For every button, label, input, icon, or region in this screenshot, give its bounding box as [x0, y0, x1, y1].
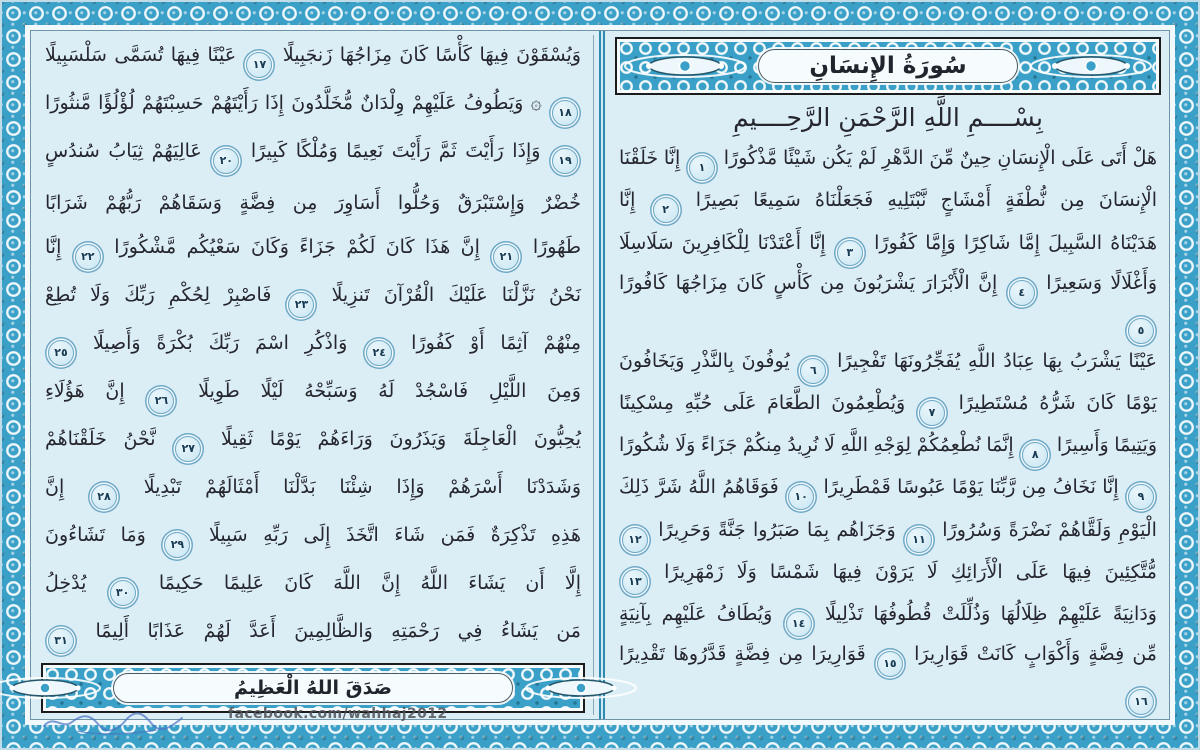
mushaf-line	[45, 467, 581, 515]
mushaf-line	[619, 555, 1157, 597]
verse-text: إِنَّا نَخَافُ مِن رَّبِّنَا يَوْمًا عَبُوسًا قَمْطَرِيرًا	[823, 476, 1119, 499]
verse-text: وَيُطْعِمُونَ الطَّعَامَ عَلَى حُبِّهِ مِسْكِينًا	[619, 391, 906, 414]
verse-text: إِنَّ	[45, 476, 65, 498]
verse-text: وَيُطَافُ عَلَيْهِم بِآنِيَةٍ	[619, 602, 773, 625]
mushaf-line	[619, 639, 1157, 715]
verse-number-medallion: ١٣	[622, 569, 648, 595]
verse-text: مُّتَّكِئِينَ فِيهَا عَلَى الْأَرَائِكِ لَا يَرَوْنَ فِيهَا شَمْسًا وَلَا زَمْهَرِيرًا	[664, 560, 1157, 583]
verse-text: إِنَّ هَؤُلَاءِ	[45, 380, 125, 402]
verse-text: إِنَّا خَلَقْنَا	[619, 147, 681, 170]
mushaf-line	[45, 515, 581, 563]
verse-number-medallion: ٢٧	[175, 436, 201, 462]
verse-number-medallion: ١٥	[877, 651, 903, 677]
verse-number-medallion: ٥	[1128, 318, 1154, 344]
surah-title: سُورَةُ الإِنسَانِ	[758, 49, 1018, 83]
verse-text: وَيُسْقَوْنَ فِيهَا كَأْسًا كَانَ مِزَاجُهَا زَنجَبِيلًا	[282, 44, 581, 66]
verse-number-medallion: ٣	[837, 240, 863, 266]
page-right	[613, 35, 1163, 715]
verse-text: وَمَا تَشَاءُونَ	[45, 524, 146, 546]
verse-text: مَن يَشَاءُ فِي رَحْمَتِهِ وَالظَّالِمِينَ أَعَدَّ لَهُمْ عَذَابًا أَلِيمًا	[95, 620, 581, 642]
mushaf-line	[45, 275, 581, 323]
verse-text: وَاذْكُرِ اسْمَ رَبِّكَ بُكْرَةً وَأَصِيلًا	[92, 332, 348, 354]
verse-number-medallion: ٨	[1022, 442, 1048, 468]
verse-text: عَالِيَهُمْ ثِيَابُ سُندُسٍ	[45, 140, 202, 162]
verse-text: إِنَّ هَذَا كَانَ لَكُمْ جَزَاءً وَكَانَ سَعْيُكُم مَّشْكُورًا	[114, 236, 480, 258]
mushaf-line	[619, 183, 1157, 225]
right-page-text-block	[613, 141, 1163, 715]
verse-text: مِّن فِضَّةٍ وَأَكْوَابٍ كَانَتْ قَوَارِيرَا	[914, 643, 1157, 666]
verse-number-medallion: ١١	[906, 527, 932, 553]
verse-text: إِنَّمَا نُطْعِمُكُمْ لِوَجْهِ اللَّهِ لَا نُرِيدُ مِنكُمْ جَزَاءً وَلَا شُكُورًا	[619, 434, 1014, 457]
sheet-area	[30, 30, 1170, 720]
verse-number-medallion: ٣٠	[110, 580, 136, 606]
left-page-text-block	[39, 35, 587, 659]
verse-text: وَإِذَا رَأَيْتَ ثَمَّ رَأَيْتَ نَعِيمًا وَمُلْكًا كَبِيرًا	[250, 140, 541, 162]
verse-number-medallion: ٢٩	[164, 532, 190, 558]
verse-text: وَيَتِيمًا وَأَسِيرًا	[1056, 434, 1157, 457]
mushaf-line	[45, 83, 581, 131]
left-page-edge-line	[593, 35, 594, 715]
verse-number-medallion: ١٩	[552, 148, 578, 174]
mushaf-line	[45, 179, 581, 227]
verse-text: ۞ وَيَطُوفُ عَلَيْهِمْ وِلْدَانٌ مُّخَلَّدُونَ إِذَا رَأَيْتَهُمْ حَسِبْتَهُمْ لُؤْلُؤًا مَّنثُورًا	[45, 92, 542, 114]
watermark-text: facebook.com/wahhaj2012	[228, 706, 448, 722]
verse-number-medallion: ٢٤	[366, 340, 392, 366]
verse-number-medallion: ٢٦	[148, 388, 174, 414]
footer-ornament-right-icon	[0, 674, 105, 702]
mushaf-line	[619, 268, 1157, 344]
verse-number-medallion: ٢١	[493, 244, 519, 270]
verse-text: عَيْنًا فِيهَا تُسَمَّى سَلْسَبِيلًا	[45, 44, 237, 66]
header-ornament-right-icon	[620, 51, 750, 81]
mushaf-line	[619, 344, 1157, 386]
verse-number-medallion: ٢٥	[48, 340, 74, 366]
verse-text: نَّحْنُ خَلَقْنَاهُمْ	[45, 428, 156, 450]
verse-text: نَحْنُ نَزَّلْنَا عَلَيْكَ الْقُرْآنَ تَنزِيلًا	[331, 284, 582, 306]
bismillah: بِسْــــمِ اللَّهِ الرَّحْمَنِ الرَّحِــــيمِ	[733, 103, 1043, 132]
closing-seal-text: صَدَقَ اللهُ الْعَظِيمُ	[113, 673, 513, 703]
verse-number-medallion: ١٤	[786, 611, 812, 637]
verse-text: وَدَانِيَةً عَلَيْهِمْ ظِلَالُهَا وَذُلِّلَتْ قُطُوفُهَا تَذْلِيلًا	[824, 602, 1157, 625]
signature-icon	[38, 704, 188, 738]
verse-text: طَهُورًا	[532, 236, 581, 258]
verse-number-medallion: ٢٢	[75, 244, 101, 270]
verse-text: يُحِبُّونَ الْعَاجِلَةَ وَيَذَرُونَ وَرَاءَهُمْ يَوْمًا ثَقِيلًا	[221, 428, 581, 450]
verse-text: إِنَّا أَعْتَدْنَا لِلْكَافِرِينَ سَلَاسِلَا	[619, 231, 826, 254]
verse-text: يَوْمًا كَانَ شَرُّهُ مُسْتَطِيرًا	[958, 391, 1157, 414]
verse-number-medallion: ٢٠	[213, 148, 239, 174]
mushaf-line	[619, 470, 1157, 512]
mushaf-line	[619, 512, 1157, 554]
verse-number-medallion: ١٨	[552, 100, 578, 126]
verse-number-medallion: ٧	[919, 400, 945, 426]
verse-text: إِنَّا	[45, 236, 62, 258]
verse-text: يُدْخِلُ	[45, 572, 87, 594]
mushaf-line	[45, 371, 581, 419]
verse-text: وَأَغْلَالًا وَسَعِيرًا	[1046, 271, 1157, 294]
verse-number-medallion: ١٧	[246, 52, 272, 78]
verse-number-medallion: ١	[689, 155, 715, 181]
verse-number-medallion: ٩	[1128, 484, 1154, 510]
verse-text: مِنْهُمْ آثِمًا أَوْ كَفُورًا	[411, 332, 581, 354]
verse-text: هَلْ أَتَى عَلَى الْإِنسَانِ حِينٌ مِّنَ الدَّهْرِ لَمْ يَكُن شَيْئًا مَّذْكُورًا	[723, 147, 1157, 170]
mushaf-line	[619, 597, 1157, 639]
verse-text: قَوَارِيرَا مِن فِضَّةٍ قَدَّرُوهَا تَقْدِيرًا	[619, 643, 866, 666]
verse-number-medallion: ٦	[800, 358, 826, 384]
verse-text: الْيَوْمِ وَلَقَّاهُمْ نَضْرَةً وَسُرُورًا	[942, 518, 1157, 541]
verse-number-medallion: ٤	[1009, 280, 1035, 306]
verse-number-medallion: ١٢	[622, 527, 648, 553]
verse-text: إِنَّ الْأَبْرَارَ يَشْرَبُونَ مِن كَأْسٍ كَانَ مِزَاجُهَا كَافُورًا	[619, 271, 998, 294]
verse-text: خُضْرٌ وَإِسْتَبْرَقٌ وَحُلُّوا أَسَاوِرَ مِن فِضَّةٍ وَسَقَاهُمْ رَبُّهُمْ شَرَابًا	[45, 192, 581, 214]
verse-text: إِلَّا أَن يَشَاءَ اللَّهُ إِنَّ اللَّهَ كَانَ عَلِيمًا حَكِيمًا	[158, 572, 581, 594]
mushaf-line	[619, 386, 1157, 428]
mushaf-line	[45, 419, 581, 467]
mushaf-line	[619, 225, 1157, 267]
header-ornament-left-icon	[1026, 51, 1156, 81]
verse-text: وَمِنَ اللَّيْلِ فَاسْجُدْ لَهُ وَسَبِّحْهُ لَيْلًا طَوِيلًا	[198, 380, 581, 402]
mushaf-line	[45, 563, 581, 611]
mushaf-line	[45, 131, 581, 179]
mushaf-line	[45, 611, 581, 659]
verse-number-medallion: ١٠	[788, 484, 814, 510]
mushaf-line	[45, 323, 581, 371]
verse-number-medallion: ٣١	[48, 628, 74, 654]
verse-text: الْإِنسَانَ مِن نُّطْفَةٍ أَمْشَاجٍ نَّبْتَلِيهِ فَجَعَلْنَاهُ سَمِيعًا بَصِيرًا	[695, 189, 1157, 212]
footer-ornament-left-icon	[521, 674, 641, 702]
mushaf-line	[619, 428, 1157, 470]
verse-text: يُوفُونَ بِالنَّذْرِ وَيَخَافُونَ	[619, 349, 790, 372]
surah-header-cartouche	[615, 37, 1161, 95]
verse-number-medallion: ٢٨	[91, 484, 117, 510]
verse-number-medallion: ٢٣	[288, 292, 314, 318]
verse-text: وَشَدَدْنَا أَسْرَهُمْ وَإِذَا شِئْنَا بَدَّلْنَا أَمْثَالَهُمْ تَبْدِيلًا	[143, 476, 581, 498]
mushaf-line	[619, 141, 1157, 183]
verse-number-medallion: ١٦	[1128, 689, 1154, 715]
verse-text: عَيْنًا يَشْرَبُ بِهَا عِبَادُ اللَّهِ يُفَجِّرُونَهَا تَفْجِيرًا	[837, 349, 1157, 372]
verse-text: هَدَيْنَاهُ السَّبِيلَ إِمَّا شَاكِرًا وَإِمَّا كَفُورًا	[874, 231, 1157, 254]
verse-text: وَجَزَاهُم بِمَا صَبَرُوا جَنَّةً وَحَرِيرًا	[658, 518, 896, 541]
verse-text: فَوَقَاهُمُ اللَّهُ شَرَّ ذَلِكَ	[619, 476, 779, 499]
page-left	[39, 35, 587, 715]
verse-text: فَاصْبِرْ لِحُكْمِ رَبِّكَ وَلَا تُطِعْ	[45, 284, 272, 306]
mushaf-line	[45, 227, 581, 275]
page-divider	[599, 31, 605, 719]
verse-text: هَذِهِ تَذْكِرَةٌ فَمَن شَاءَ اتَّخَذَ إِلَى رَبِّهِ سَبِيلًا	[209, 524, 581, 546]
mushaf-line	[45, 35, 581, 83]
verse-text: إِنَّا	[619, 189, 636, 212]
verse-number-medallion: ٢	[653, 197, 679, 223]
